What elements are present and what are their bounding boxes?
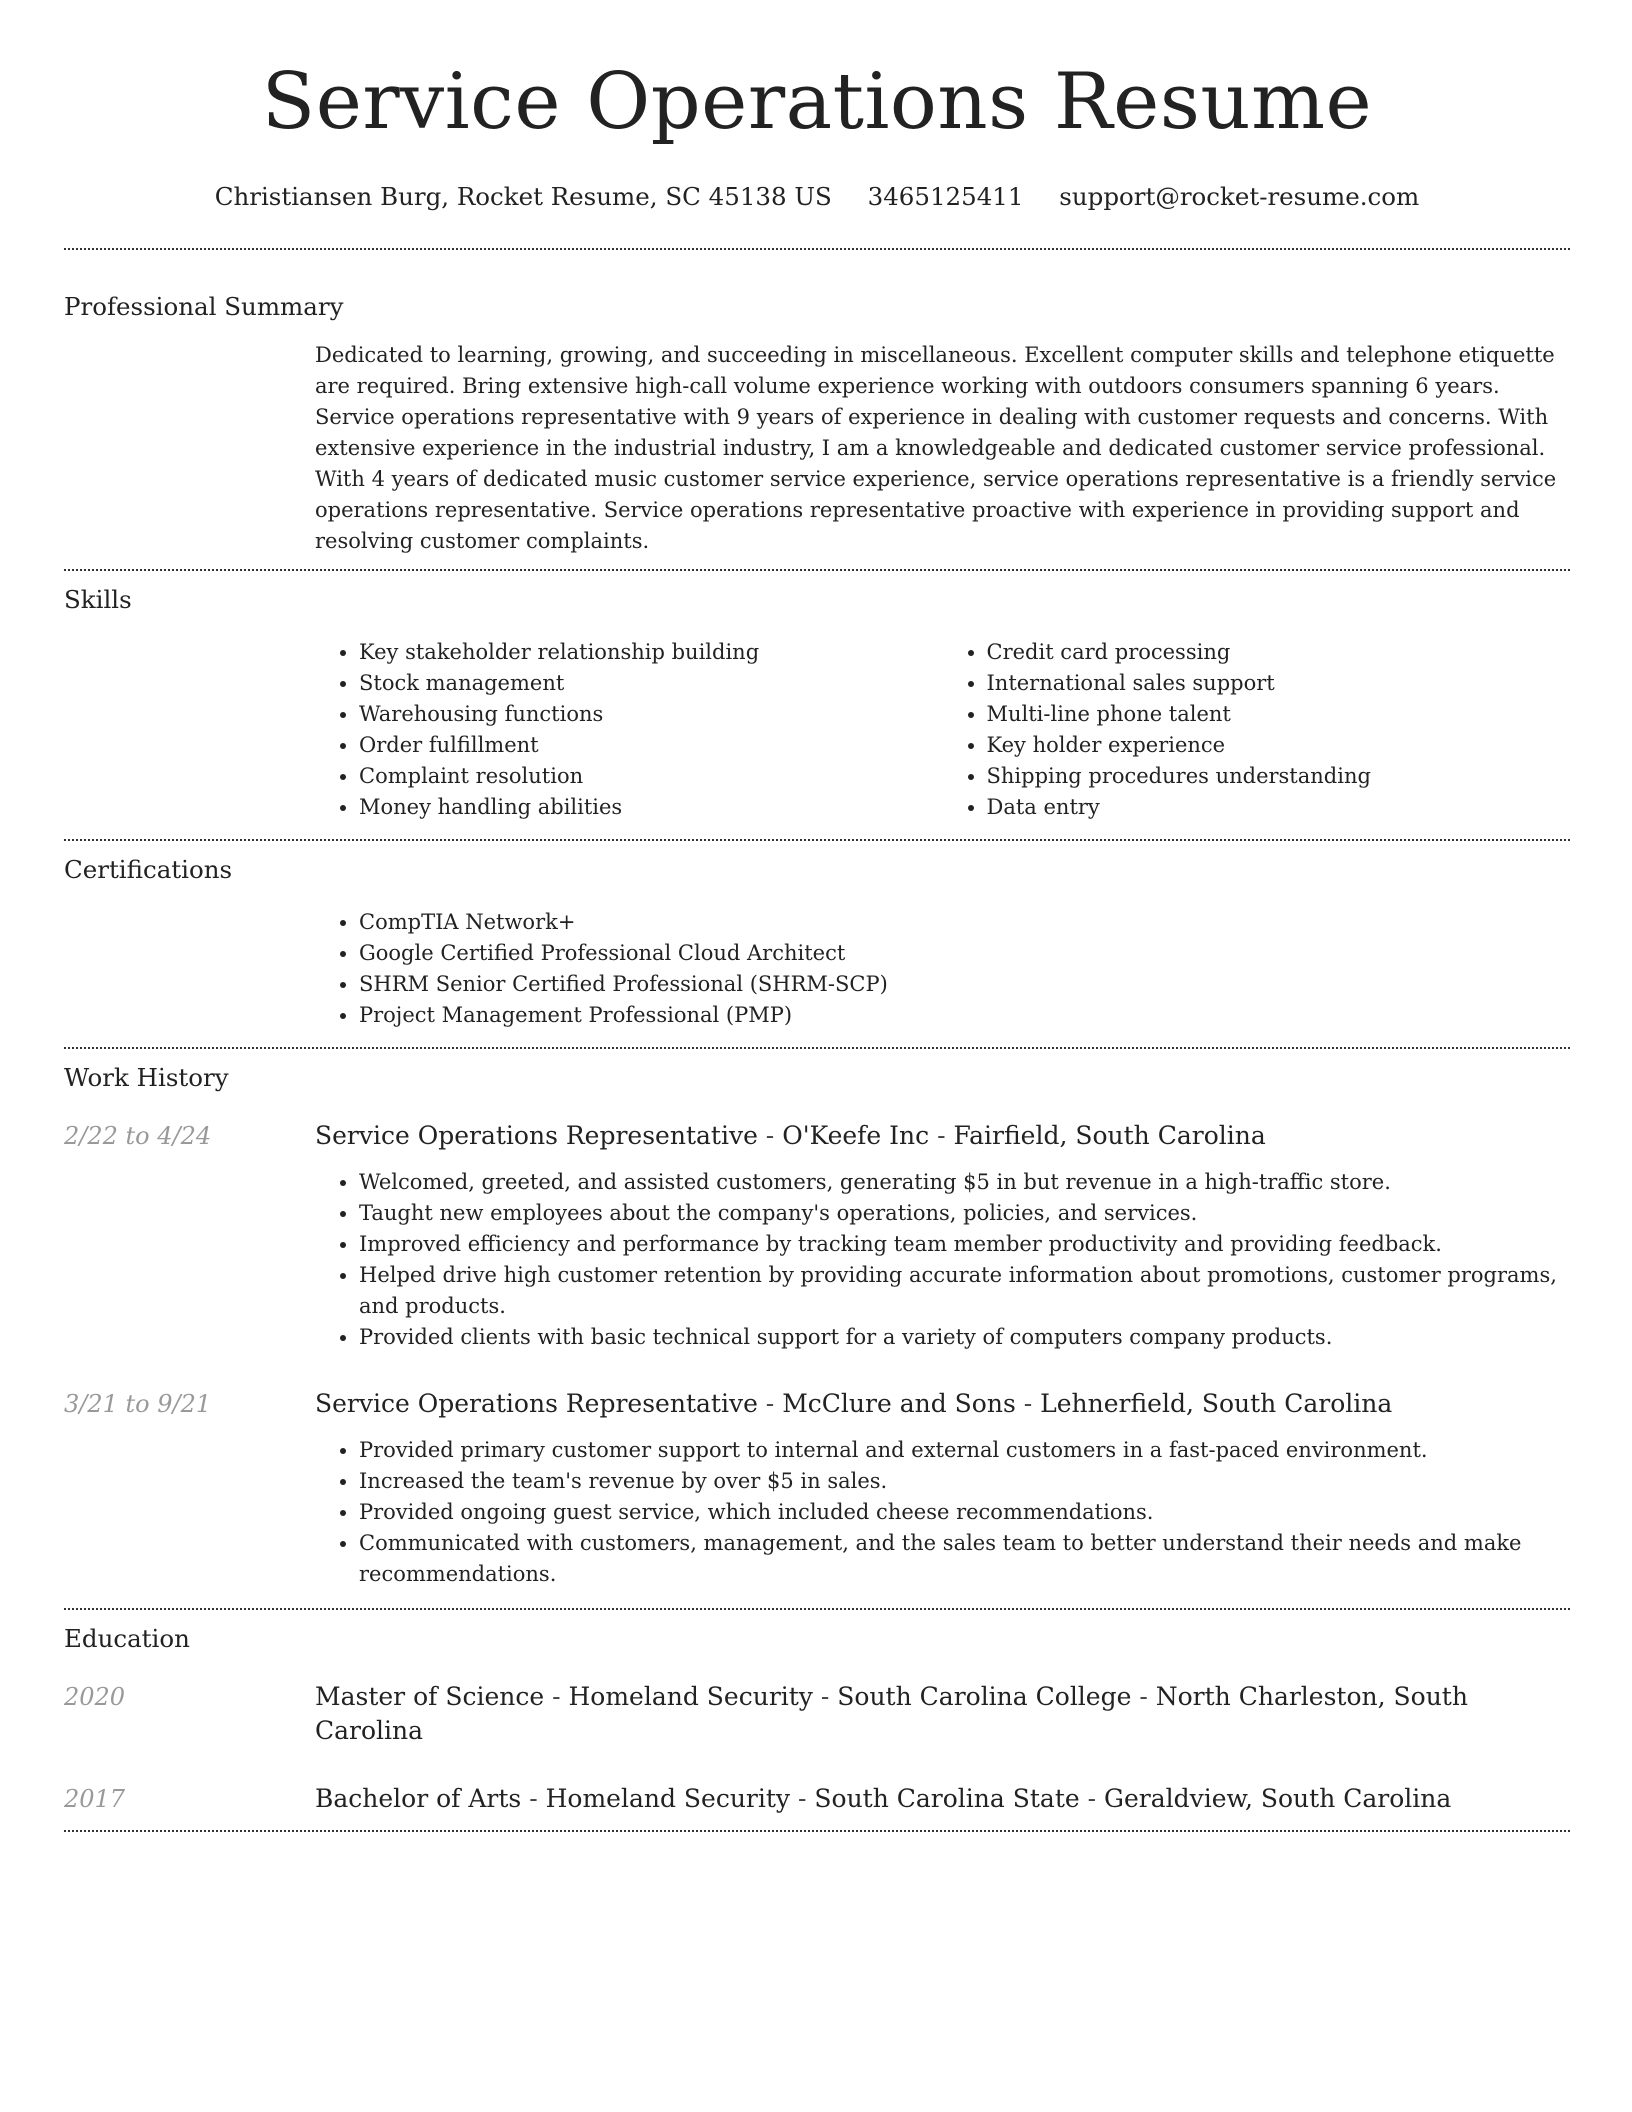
skill-item: • Stock management — [359, 668, 943, 699]
job-bullets — [315, 1167, 1570, 1353]
section-title-education: Education — [64, 1624, 190, 1653]
resume-page — [64, 0, 1570, 1832]
skill-item: • Multi-line phone talent — [987, 699, 1571, 730]
education-school: South Carolina College — [837, 1682, 1132, 1711]
job-bullet: • Helped drive high customer retention by providing accurate information about promotions, customer programs, and products. — [359, 1260, 1570, 1322]
job-bullet: • Communicated with customers, management, and the sales team to better understand their needs and make recommendations. — [359, 1528, 1570, 1590]
skills-list — [315, 637, 1570, 823]
separator: - — [544, 1682, 569, 1711]
job-dates: 2/22 to 4/24 — [64, 1122, 212, 1150]
job-location: Lehnerfield, South Carolina — [1040, 1389, 1393, 1418]
job-bullet: • Increased the team's revenue by over $5 in sales. — [359, 1466, 1570, 1497]
job-heading — [315, 1119, 1570, 1153]
section-title-certifications: Certifications — [64, 855, 233, 884]
resume-title: Service Operations Resume — [261, 57, 1373, 147]
separator: - — [929, 1121, 954, 1150]
skills-column-right — [943, 637, 1571, 823]
job-location: Fairfield, South Carolina — [953, 1121, 1266, 1150]
skill-item: • International sales support — [987, 668, 1571, 699]
skills-column-left — [315, 637, 943, 823]
skill-item: • Key stakeholder relationship building — [359, 637, 943, 668]
certification-item: • Project Management Professional (PMP) — [359, 1000, 1570, 1031]
job-bullet: • Provided clients with basic technical support for a variety of computers company products. — [359, 1322, 1570, 1353]
job-company: O'Keefe Inc — [782, 1121, 930, 1150]
skill-item: • Warehousing functions — [359, 699, 943, 730]
skill-item: • Complaint resolution — [359, 761, 943, 792]
skill-item: • Credit card processing — [987, 637, 1571, 668]
skill-item: • Key holder experience — [987, 730, 1571, 761]
education-year: 2020 — [64, 1683, 126, 1711]
summary-text: Dedicated to learning, growing, and succeeding in miscellaneous. Excellent computer skills and telephone etiquette are required. Bring extensive high-call volume experience working with outdoors consumers spanning 6 years. Service operations representative with 9 years of experience in dealing with customer requests and concerns. With extensive experience in the industrial industry, I am a knowledgeable and dedicated customer service professional. With 4 years of dedicated music customer service experience, service operations representative is a friendly service operations representative. Service operations representative proactive with experience in providing support and resolving customer complaints. — [315, 343, 1557, 553]
job-bullet: • Taught new employees about the company's operations, policies, and services. — [359, 1198, 1570, 1229]
job-entry — [64, 1387, 1570, 1590]
job-entry — [64, 1119, 1570, 1353]
skill-item: • Shipping procedures understanding — [987, 761, 1571, 792]
contact-email: support@rocket-resume.com — [1059, 182, 1420, 211]
skill-item: • Money handling abilities — [359, 792, 943, 823]
job-bullet: • Welcomed, greeted, and assisted customers, generating $5 in but revenue in a high-traffic store. — [359, 1167, 1570, 1198]
education-location: Geraldview, South Carolina — [1104, 1784, 1452, 1813]
section-title-skills: Skills — [64, 585, 132, 614]
job-company: McClure and Sons — [782, 1389, 1016, 1418]
education-heading — [315, 1782, 1570, 1816]
job-bullet: • Provided ongoing guest service, which included cheese recommendations. — [359, 1497, 1570, 1528]
job-bullets — [315, 1435, 1570, 1590]
separator: - — [1131, 1682, 1156, 1711]
job-dates: 3/21 to 9/21 — [64, 1390, 212, 1418]
skills-section — [64, 571, 1570, 823]
contact-address: Christiansen Burg, Rocket Resume, SC 45138 US — [214, 182, 832, 211]
contact-line — [64, 180, 1570, 214]
education-section — [64, 1610, 1570, 1816]
separator: - — [521, 1784, 546, 1813]
work-history-section — [64, 1049, 1570, 1590]
separator: - — [812, 1682, 838, 1711]
skill-item: • Order fulfillment — [359, 730, 943, 761]
education-field: Homeland Security — [545, 1784, 791, 1813]
job-role: Service Operations Representative — [315, 1389, 758, 1418]
education-field: Homeland Security — [568, 1682, 813, 1711]
education-location: North Charleston, South Carolina — [315, 1682, 1468, 1745]
job-bullet: • Improved efficiency and performance by tracking team member productivity and providing feedback. — [359, 1229, 1570, 1260]
job-role: Service Operations Representative — [315, 1121, 758, 1150]
education-entry — [64, 1680, 1570, 1748]
certification-item: • SHRM Senior Certified Professional (SHRM-SCP) — [359, 969, 1570, 1000]
separator: - — [1015, 1389, 1041, 1418]
section-title-work-history: Work History — [64, 1063, 229, 1092]
separator: - — [757, 1121, 783, 1150]
skill-item: • Data entry — [987, 792, 1571, 823]
separator: - — [790, 1784, 815, 1813]
separator: - — [757, 1389, 783, 1418]
summary-section — [64, 250, 1570, 557]
divider — [64, 1830, 1570, 1832]
education-school: South Carolina State — [814, 1784, 1080, 1813]
certifications-section — [64, 841, 1570, 1031]
certifications-list — [315, 907, 1570, 1031]
separator: - — [1079, 1784, 1105, 1813]
contact-phone: 3465125411 — [867, 182, 1024, 211]
education-entry — [64, 1782, 1570, 1816]
education-degree: Master of Science — [315, 1682, 545, 1711]
education-year: 2017 — [64, 1785, 126, 1813]
job-heading — [315, 1387, 1570, 1421]
certification-item: • CompTIA Network+ — [359, 907, 1570, 938]
certification-item: • Google Certified Professional Cloud Architect — [359, 938, 1570, 969]
job-bullet: • Provided primary customer support to internal and external customers in a fast-paced environment. — [359, 1435, 1570, 1466]
section-title-summary: Professional Summary — [64, 292, 344, 321]
education-heading — [315, 1680, 1570, 1748]
education-degree: Bachelor of Arts — [315, 1784, 522, 1813]
